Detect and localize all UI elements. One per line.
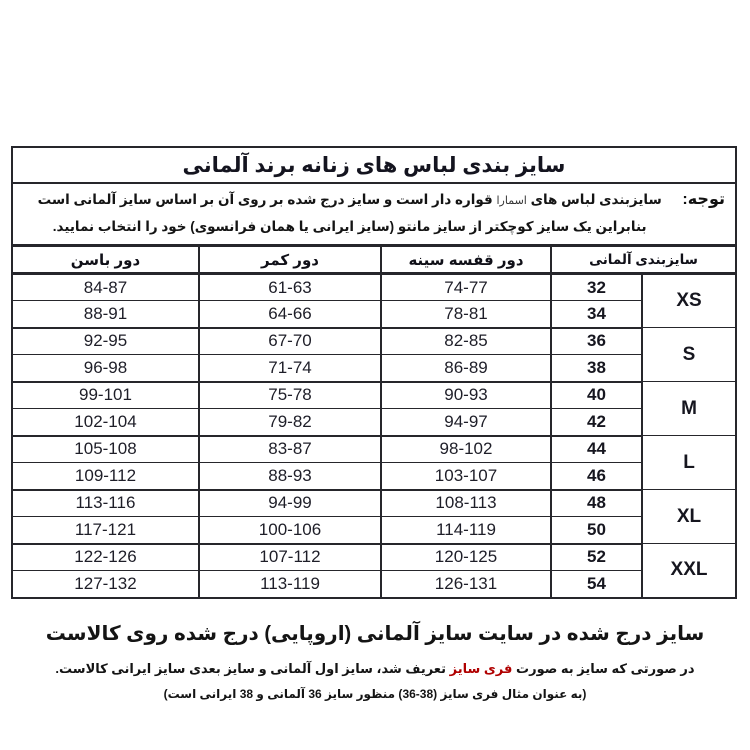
table-row	[12, 301, 736, 328]
footer-line-1: سایز درج شده در سایت سایز آلمانی (اروپایی) درج شده روی کالاست	[45, 622, 705, 645]
chest-cell: 98-102	[381, 436, 551, 463]
column-header-german-sizing: سایزبندی آلمانی	[551, 246, 736, 274]
note-row	[12, 183, 736, 246]
column-header-waist: دور کمر	[199, 246, 381, 274]
brand-name: اسمارا	[496, 195, 527, 207]
footer-notes	[0, 621, 750, 701]
waist-cell: 61-63	[199, 274, 381, 301]
table-row	[12, 517, 736, 544]
chest-cell: 94-97	[381, 409, 551, 436]
chest-cell: 78-81	[381, 301, 551, 328]
size-number-cell: 54	[551, 571, 642, 598]
hip-cell: 102-104	[12, 409, 199, 436]
footer-line-2-prefix: در صورتی که سایز به صورت	[512, 660, 695, 676]
chest-cell: 82-85	[381, 328, 551, 355]
size-number-cell: 42	[551, 409, 642, 436]
waist-cell: 67-70	[199, 328, 381, 355]
size-letter-cell: XXL	[642, 544, 736, 598]
hip-cell: 122-126	[12, 544, 199, 571]
waist-cell: 79-82	[199, 409, 381, 436]
column-header-chest: دور قفسه سینه	[381, 246, 551, 274]
waist-cell: 83-87	[199, 436, 381, 463]
waist-cell: 75-78	[199, 382, 381, 409]
waist-cell: 94-99	[199, 490, 381, 517]
hip-cell: 99-101	[12, 382, 199, 409]
chest-cell: 74-77	[381, 274, 551, 301]
hip-cell: 127-132	[12, 571, 199, 598]
note-line1-prefix: سایزبندی لباس های	[526, 192, 662, 207]
size-letter-cell: XS	[642, 274, 736, 328]
size-number-cell: 44	[551, 436, 642, 463]
table-row	[12, 409, 736, 436]
note-text	[23, 186, 676, 240]
waist-cell: 113-119	[199, 571, 381, 598]
hip-cell: 105-108	[12, 436, 199, 463]
table-row	[12, 382, 736, 409]
hip-cell: 117-121	[12, 517, 199, 544]
size-table	[11, 146, 737, 599]
footer-line-2-suffix: تعریف شد، سایز اول آلمانی و سایز بعدی سایز ایرانی کالاست.	[55, 660, 450, 676]
note-label: توجه:	[682, 191, 725, 208]
size-number-cell: 46	[551, 463, 642, 490]
table-row	[12, 328, 736, 355]
table-row	[12, 571, 736, 598]
size-table-head	[12, 147, 736, 274]
size-letter-cell: S	[642, 328, 736, 382]
free-size-highlight: فری سایز	[449, 660, 513, 676]
size-letter-cell: XL	[642, 490, 736, 544]
size-number-cell: 34	[551, 301, 642, 328]
hip-cell: 92-95	[12, 328, 199, 355]
hip-cell: 109-112	[12, 463, 199, 490]
note-wrap	[23, 186, 729, 240]
waist-cell: 64-66	[199, 301, 381, 328]
size-number-cell: 32	[551, 274, 642, 301]
size-number-cell: 48	[551, 490, 642, 517]
table-row	[12, 355, 736, 382]
size-letter-cell: M	[642, 382, 736, 436]
note-cell	[12, 183, 736, 246]
chest-cell: 120-125	[381, 544, 551, 571]
table-row	[12, 274, 736, 301]
chest-cell: 86-89	[381, 355, 551, 382]
hip-cell: 96-98	[12, 355, 199, 382]
chest-cell: 90-93	[381, 382, 551, 409]
size-number-cell: 38	[551, 355, 642, 382]
table-row	[12, 463, 736, 490]
table-row	[12, 436, 736, 463]
note-line1-suffix: قواره دار است و سایز درج شده بر روی آن بر اساس سایز آلمانی است	[37, 192, 497, 207]
size-table-body	[12, 274, 736, 598]
table-title: سایز بندی لباس های زنانه برند آلمانی	[12, 147, 736, 183]
column-header-hip: دور باسن	[12, 246, 199, 274]
waist-cell: 71-74	[199, 355, 381, 382]
size-number-cell: 50	[551, 517, 642, 544]
waist-cell: 107-112	[199, 544, 381, 571]
table-row	[12, 490, 736, 517]
hip-cell: 88-91	[12, 301, 199, 328]
table-row	[12, 544, 736, 571]
size-letter-cell: L	[642, 436, 736, 490]
hip-cell: 113-116	[12, 490, 199, 517]
footer-line-3: (به عنوان مثال فری سایز (38-36) منظور سایز 36 آلمانی و 38 ایرانی است)	[163, 686, 587, 701]
chest-cell: 114-119	[381, 517, 551, 544]
hip-cell: 84-87	[12, 274, 199, 301]
size-number-cell: 36	[551, 328, 642, 355]
chest-cell: 126-131	[381, 571, 551, 598]
note-line2: بنابراین یک سایز کوچکتر از سایز مانتو (سایز ایرانی یا همان فرانسوی) خود را انتخاب نمایید.	[52, 219, 647, 234]
footer-line-2	[0, 661, 750, 677]
chest-cell: 103-107	[381, 463, 551, 490]
column-header-row	[12, 246, 736, 274]
size-number-cell: 52	[551, 544, 642, 571]
chest-cell: 108-113	[381, 490, 551, 517]
size-number-cell: 40	[551, 382, 642, 409]
table-title-row	[12, 147, 736, 183]
waist-cell: 88-93	[199, 463, 381, 490]
waist-cell: 100-106	[199, 517, 381, 544]
